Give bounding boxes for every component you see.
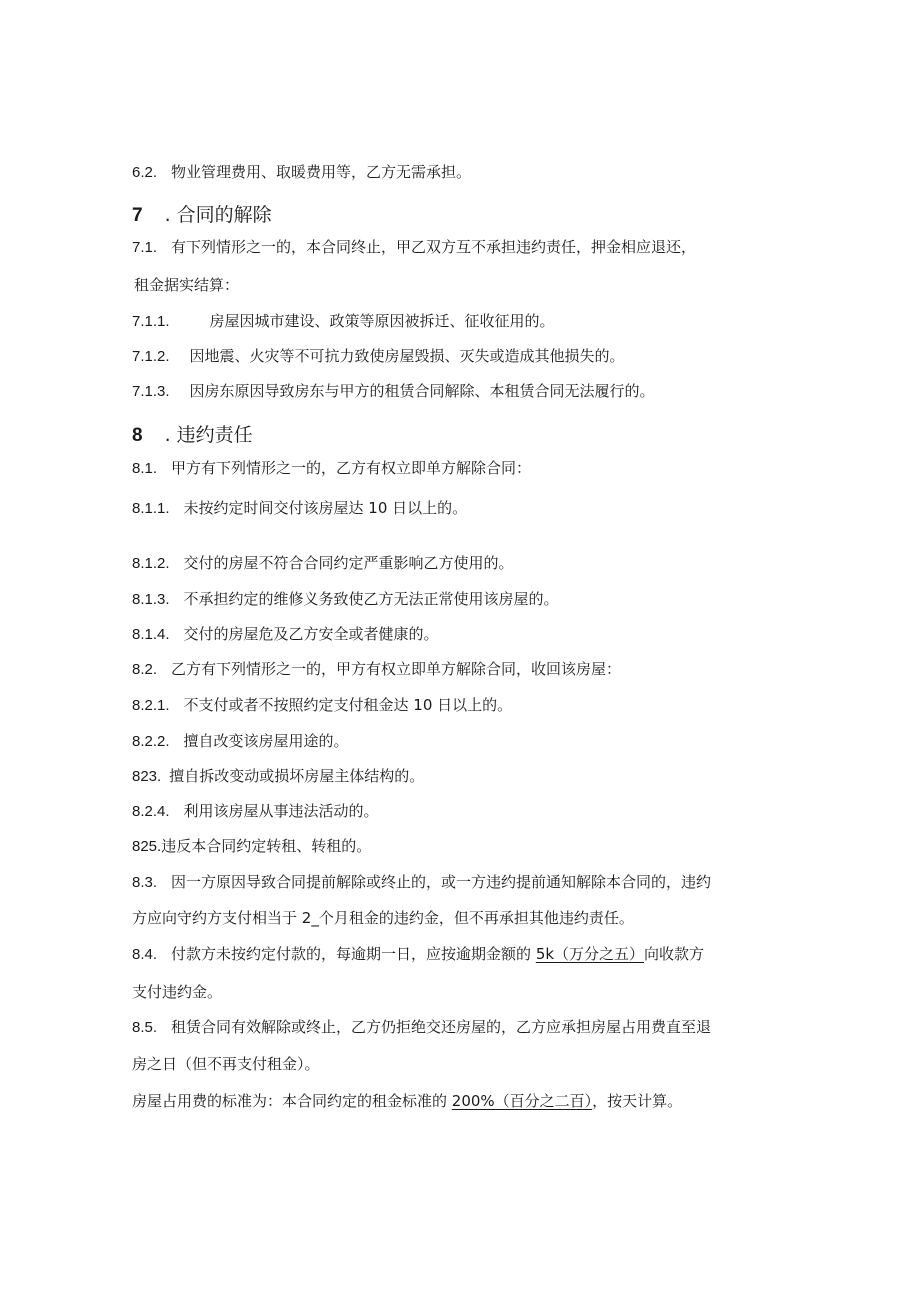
- clause-8-1: [132, 458, 531, 479]
- clause-text: 有下列情形之一的，本合同终止，甲乙双方互不承担违约责任，押金相应退还，: [171, 238, 697, 256]
- clause-8-2: [132, 659, 621, 680]
- clause-text: 付款方未按约定付款的，每逾期一日，应按逾期金额的: [171, 945, 536, 963]
- clause-text: 交付的房屋危及乙方安全或者健康的。: [183, 625, 439, 643]
- clause-number: 8.5.: [132, 1019, 158, 1036]
- section-heading-8: [132, 423, 253, 448]
- clause-8-3-continued: [132, 908, 634, 928]
- clause-text: 因一方原因导致合同提前解除或终止的，或一方违约提前通知解除本合同的，违约: [171, 873, 712, 891]
- clause-number: 6.2.: [132, 164, 158, 181]
- clause-number: 8.1.4.: [132, 626, 170, 643]
- clause-text: 不支付或者不按照约定支付租金达 10 日以上的。: [183, 696, 513, 714]
- clause-8-1-4: [132, 624, 439, 645]
- clause-number: 8.1.3.: [132, 591, 170, 608]
- clause-number: 8.2.: [132, 661, 158, 678]
- clause-number: 8.4.: [132, 946, 158, 963]
- clause-number: 7.1.1.: [132, 313, 170, 330]
- clause-text: 违反本合同约定转租、转租的。: [161, 837, 372, 855]
- clause-number: 7.1.3.: [132, 383, 170, 400]
- clause-text: 乙方有下列情形之一的，甲方有权立即单方解除合同，收回该房屋：: [171, 660, 622, 678]
- clause-text: 擅自改变该房屋用途的。: [183, 732, 349, 750]
- clause-number: 825.: [132, 838, 162, 855]
- clause-number: 8.2.1.: [132, 697, 170, 714]
- clause-8-1-1: [132, 498, 467, 519]
- clause-8-5-continued: [132, 1054, 320, 1074]
- clause-8-2-5: [132, 836, 371, 857]
- clause-text: 甲方有下列情形之一的，乙方有权立即单方解除合同：: [171, 459, 532, 477]
- underlined-fill-in-value: 5k（万分之五）: [535, 945, 645, 963]
- section-number: 7: [132, 205, 143, 226]
- clause-8-2-3: [132, 766, 424, 787]
- clause-8-4-continued: [132, 982, 222, 1002]
- section-title: . 合同的解除: [164, 204, 272, 226]
- clause-8-1-2: [132, 553, 514, 574]
- clause-8-4: [132, 944, 704, 965]
- clause-text: 房之日（但不再支付租金）。: [132, 1055, 320, 1073]
- clause-text: 租金据实结算：: [134, 276, 240, 294]
- clause-text: 因地震、火灾等不可抗力致使房屋毁损、灭失或造成其他损失的。: [189, 347, 625, 365]
- occupancy-fee-standard: [132, 1091, 682, 1111]
- clause-text: 租赁合同有效解除或终止，乙方仍拒绝交还房屋的，乙方应承担房屋占用费直至退: [171, 1018, 712, 1036]
- clause-number: 8.2.2.: [132, 733, 170, 750]
- clause-7-1-3: [132, 381, 655, 402]
- clause-6-2: [132, 162, 471, 183]
- clause-8-2-1: [132, 695, 512, 716]
- clause-text: ，按天计算。: [592, 1092, 683, 1110]
- clause-7-1-2: [132, 346, 625, 367]
- clause-number: 8.1.2.: [132, 555, 170, 572]
- clause-8-2-2: [132, 731, 349, 752]
- clause-8-1-3: [132, 589, 559, 610]
- clause-number: 823.: [132, 768, 162, 785]
- clause-number: 8.1.1.: [132, 500, 170, 517]
- clause-number: 7.1.2.: [132, 348, 170, 365]
- clause-text: 未按约定时间交付该房屋达 10 日以上的。: [183, 499, 468, 517]
- clause-7-1: [132, 237, 696, 258]
- clause-text: 房屋占用费的标准为：本合同约定的租金标准的: [132, 1092, 452, 1110]
- clause-text: 不承担约定的维修义务致使乙方无法正常使用该房屋的。: [183, 590, 559, 608]
- clause-text: 交付的房屋不符合合同约定严重影响乙方使用的。: [183, 554, 514, 572]
- clause-8-2-4: [132, 801, 379, 822]
- section-heading-7: [132, 203, 272, 228]
- clause-text: 因房东原因导致房东与甲方的租赁合同解除、本租赁合同无法履行的。: [189, 382, 655, 400]
- clause-7-1-1: [132, 311, 555, 332]
- clause-text: 房屋因城市建设、政策等原因被拆迁、征收征用的。: [209, 312, 555, 330]
- clause-text: 方应向守约方支付相当于 2_个月租金的违约金，但不再承担其他违约责任。: [132, 909, 634, 927]
- clause-number: 8.1.: [132, 460, 158, 477]
- clause-number: 8.3.: [132, 874, 158, 891]
- clause-text: 物业管理费用、取暖费用等，乙方无需承担。: [171, 163, 472, 181]
- clause-text: 向收款方: [644, 945, 705, 963]
- clause-7-1-continued: [134, 275, 239, 295]
- underlined-fill-in-value: 200%（百分之二百）: [451, 1092, 593, 1110]
- section-title: . 违约责任: [164, 424, 253, 446]
- clause-number: 8.2.4.: [132, 803, 170, 820]
- clause-number: 7.1.: [132, 239, 158, 256]
- section-number: 8: [132, 425, 143, 446]
- clause-text: 支付违约金。: [132, 983, 223, 1001]
- clause-8-5: [132, 1017, 711, 1038]
- clause-text: 擅自拆改变动或损坏房屋主体结构的。: [169, 767, 425, 785]
- clause-text: 利用该房屋从事违法活动的。: [183, 802, 379, 820]
- clause-8-3: [132, 872, 711, 893]
